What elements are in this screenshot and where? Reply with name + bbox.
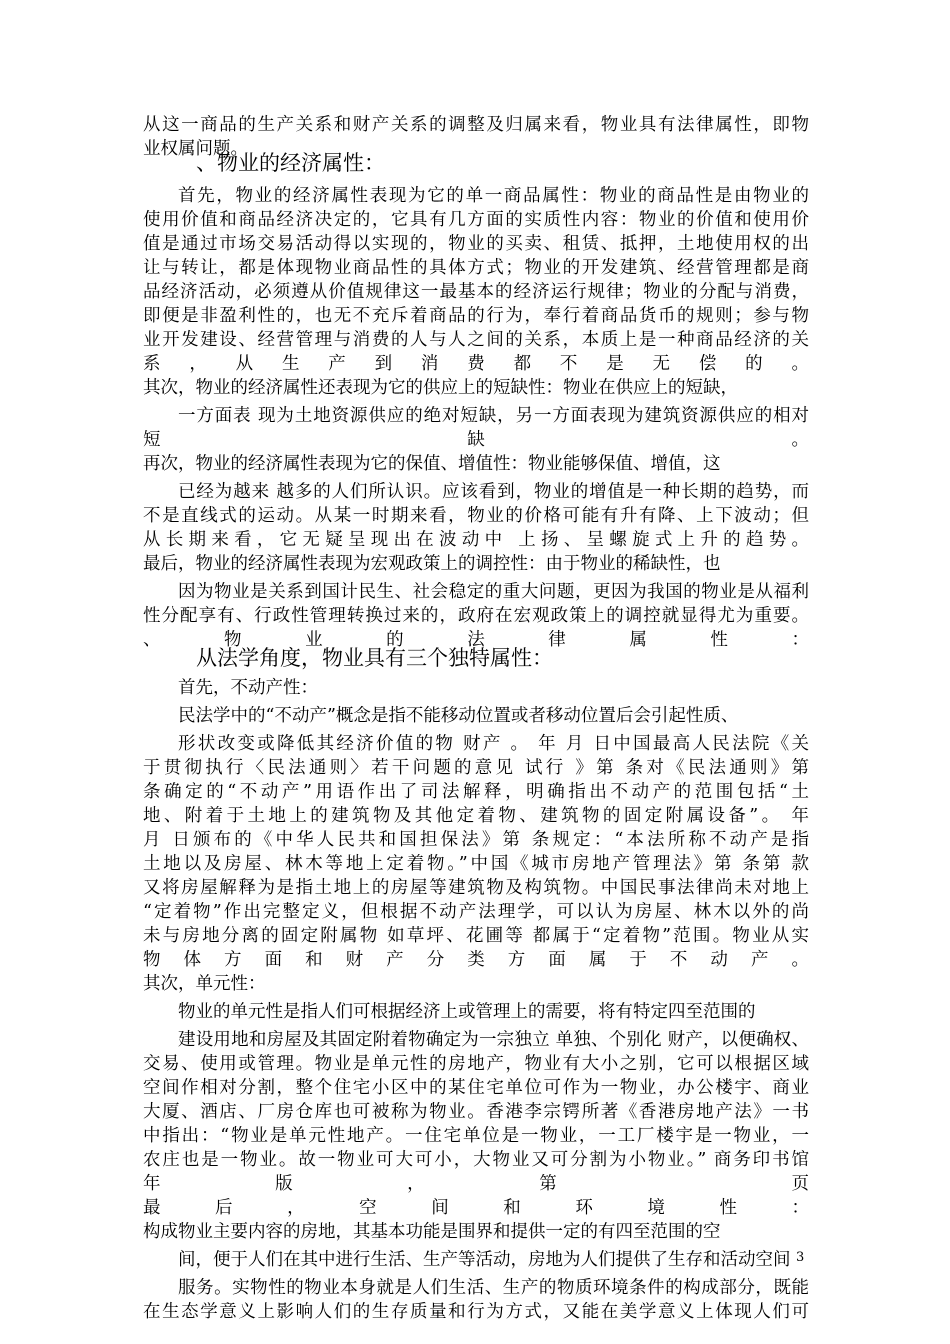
text-line: 其次，物业的经济属性还表现为它的供应上的短缺性：物业在供应上的短缺， bbox=[143, 378, 738, 398]
text-line: 一方面表 现为土地资源供应的绝对短缺，另一方面表现为建筑资源供应的相对 bbox=[178, 406, 809, 426]
text-line: 物体方面和财产分类方面属于不动产。 bbox=[143, 950, 809, 970]
text-line: 值是通过市场交易活动得以实现的，物业的买卖、租赁、抵押，土地使用权的出 bbox=[143, 234, 809, 254]
text-line: 条确定的“不动产”用语作出了司法解释，明确指出不动产的范围包括“土 bbox=[143, 782, 809, 802]
text-line: 其次，单元性： bbox=[143, 974, 266, 994]
text-line: 月 日颁布的《中华人民共和国担保法》第 条规定：“本法所称不动产是指 bbox=[143, 830, 809, 850]
text-line: 不是直线式的运动。从某一时期来看，物业的价格可能有升有降、上下波动；但 bbox=[143, 506, 809, 526]
text-line: 构成物业主要内容的房地，其基本功能是围界和提供一定的有四至范围的空 bbox=[143, 1222, 721, 1242]
text-line: 交易、使用或管理。物业是单元性的房地产，物业有大小之别，它可以根据区域 bbox=[143, 1054, 809, 1074]
text-line: 短缺。 bbox=[143, 430, 809, 450]
text-line: 大厦、酒店、厂房仓库也可被称为物业。香港李宗锷所著《香港房地产法》一书 bbox=[143, 1102, 809, 1122]
text-line: 最后，空间和环境性： bbox=[143, 1198, 809, 1218]
text-line: 业开发建设、经营管理与消费的人与人之间的关系，本质上是一种商品经济的关 bbox=[143, 330, 809, 350]
text-line: 空间作相对分割，整个住宅小区中的某住宅单位可作为一物业，办公楼宇、商业 bbox=[143, 1078, 809, 1098]
text-line: 从长期来看，它无疑呈现出在波动中 上扬、呈螺旋式上升的趋势。 bbox=[143, 530, 809, 550]
text-line: 性分配享有、行政性管理转换过来的，政府在宏观政策上的调控就显得尤为重要。 bbox=[143, 606, 809, 626]
text-line: 即便是非盈利性的，也无不充斥着商品的行为，奉行着商品货币的规则；参与物 bbox=[143, 306, 809, 326]
text-line: 物业的单元性是指人们可根据经济上或管理上的需要，将有特定四至范围的 bbox=[178, 1002, 756, 1022]
section-heading: 、物业的经济属性： bbox=[196, 151, 385, 175]
text-line: 再次，物业的经济属性表现为它的保值、增值性：物业能够保值、增值，这 bbox=[143, 454, 721, 474]
text-line: 年版，第 页 bbox=[143, 1174, 809, 1194]
text-line: 地、附着于土地上的建筑物及其他定着物、建筑物的固定附属设备”。 年 bbox=[143, 806, 809, 826]
text-line: 土地以及房屋、林木等地上定着物。”中国《城市房地产管理法》第 条第 款 bbox=[143, 854, 809, 874]
text-line: 在生态学意义上影响人们的生存质量和行为方式，又能在美学意义上体现人们可 bbox=[143, 1302, 809, 1322]
text-line: 又将房屋解释为是指土地上的房屋等建筑物及构筑物。中国民事法律尚未对地上 bbox=[143, 878, 809, 898]
text-line: 农庄也是一物业。故一物业可大可小，大物业又可分割为小物业。” 商务印书馆 bbox=[143, 1150, 809, 1170]
section-heading: 从法学角度，物业具有三个独特属性： bbox=[196, 646, 553, 670]
text-line: 于贯彻执行〈民法通则〉若干问题的意见 试行 》第 条对《民法通则》第 bbox=[143, 758, 809, 778]
text-line: 使用价值和商品经济决定的，它具有几方面的实质性内容：物业的价值和使用价 bbox=[143, 210, 809, 230]
text-line: 形状改变或降低其经济价值的物 财产 。 年 月 日中国最高人民法院《关 bbox=[178, 734, 809, 754]
text-line: 品经济活动，必须遵从价值规律这一最基本的经济运行规律；物业的分配与消费， bbox=[143, 282, 809, 302]
page-number: 3 bbox=[796, 1250, 805, 1265]
text-line: 民法学中的“不动产”概念是指不能移动位置或者移动位置后会引起性质、 bbox=[178, 706, 739, 726]
text-line: 因为物业是关系到国计民生、社会稳定的重大问题，更因为我国的物业是从福利 bbox=[178, 582, 809, 602]
text-line: 建设用地和房屋及其固定附着物确定为一宗独立 单独、个别化 财产，以便确权、 bbox=[178, 1030, 809, 1050]
text-line: 系，从生产到消费都不是无偿的。 bbox=[143, 354, 809, 374]
text-line: “定着物”作出完整定义，但根据不动产法理学，可以认为房屋、林木以外的尚 bbox=[143, 902, 809, 922]
text-line: 从这一商品的生产关系和财产关系的调整及归属来看，物业具有法律属性，即物 bbox=[143, 115, 809, 135]
text-line: 最后，物业的经济属性表现为宏观政策上的调控性：由于物业的稀缺性，也 bbox=[143, 554, 721, 574]
text-line: 首先，不动产性： bbox=[178, 678, 318, 698]
text-line: 、物业的法律属性： bbox=[143, 630, 809, 650]
text-line: 未与房地分离的固定附属物 如草坪、花圃等 都属于“定着物”范围。物业从实 bbox=[143, 926, 809, 946]
text-line: 服务。实物性的物业本身就是人们生活、生产的物质环境条件的构成部分，既能 bbox=[178, 1278, 809, 1298]
text-line: 首先，物业的经济属性表现为它的单一商品属性：物业的商品性是由物业的 bbox=[178, 186, 809, 206]
text-line: 已经为越来 越多的人们所认识。应该看到，物业的增值是一种长期的趋势，而 bbox=[178, 482, 809, 502]
text-line: 中指出：“物业是单元性地产。一住宅单位是一物业，一工厂楼宇是一物业，一 bbox=[143, 1126, 809, 1146]
text-line: 间，便于人们在其中进行生活、生产等活动，房地为人们提供了生存和活动空间 bbox=[178, 1250, 791, 1270]
text-line: 让与转让，都是体现物业商品性的具体方式；物业的开发建筑、经营管理都是商 bbox=[143, 258, 809, 278]
text-line: 业权属问题。 bbox=[143, 139, 248, 159]
